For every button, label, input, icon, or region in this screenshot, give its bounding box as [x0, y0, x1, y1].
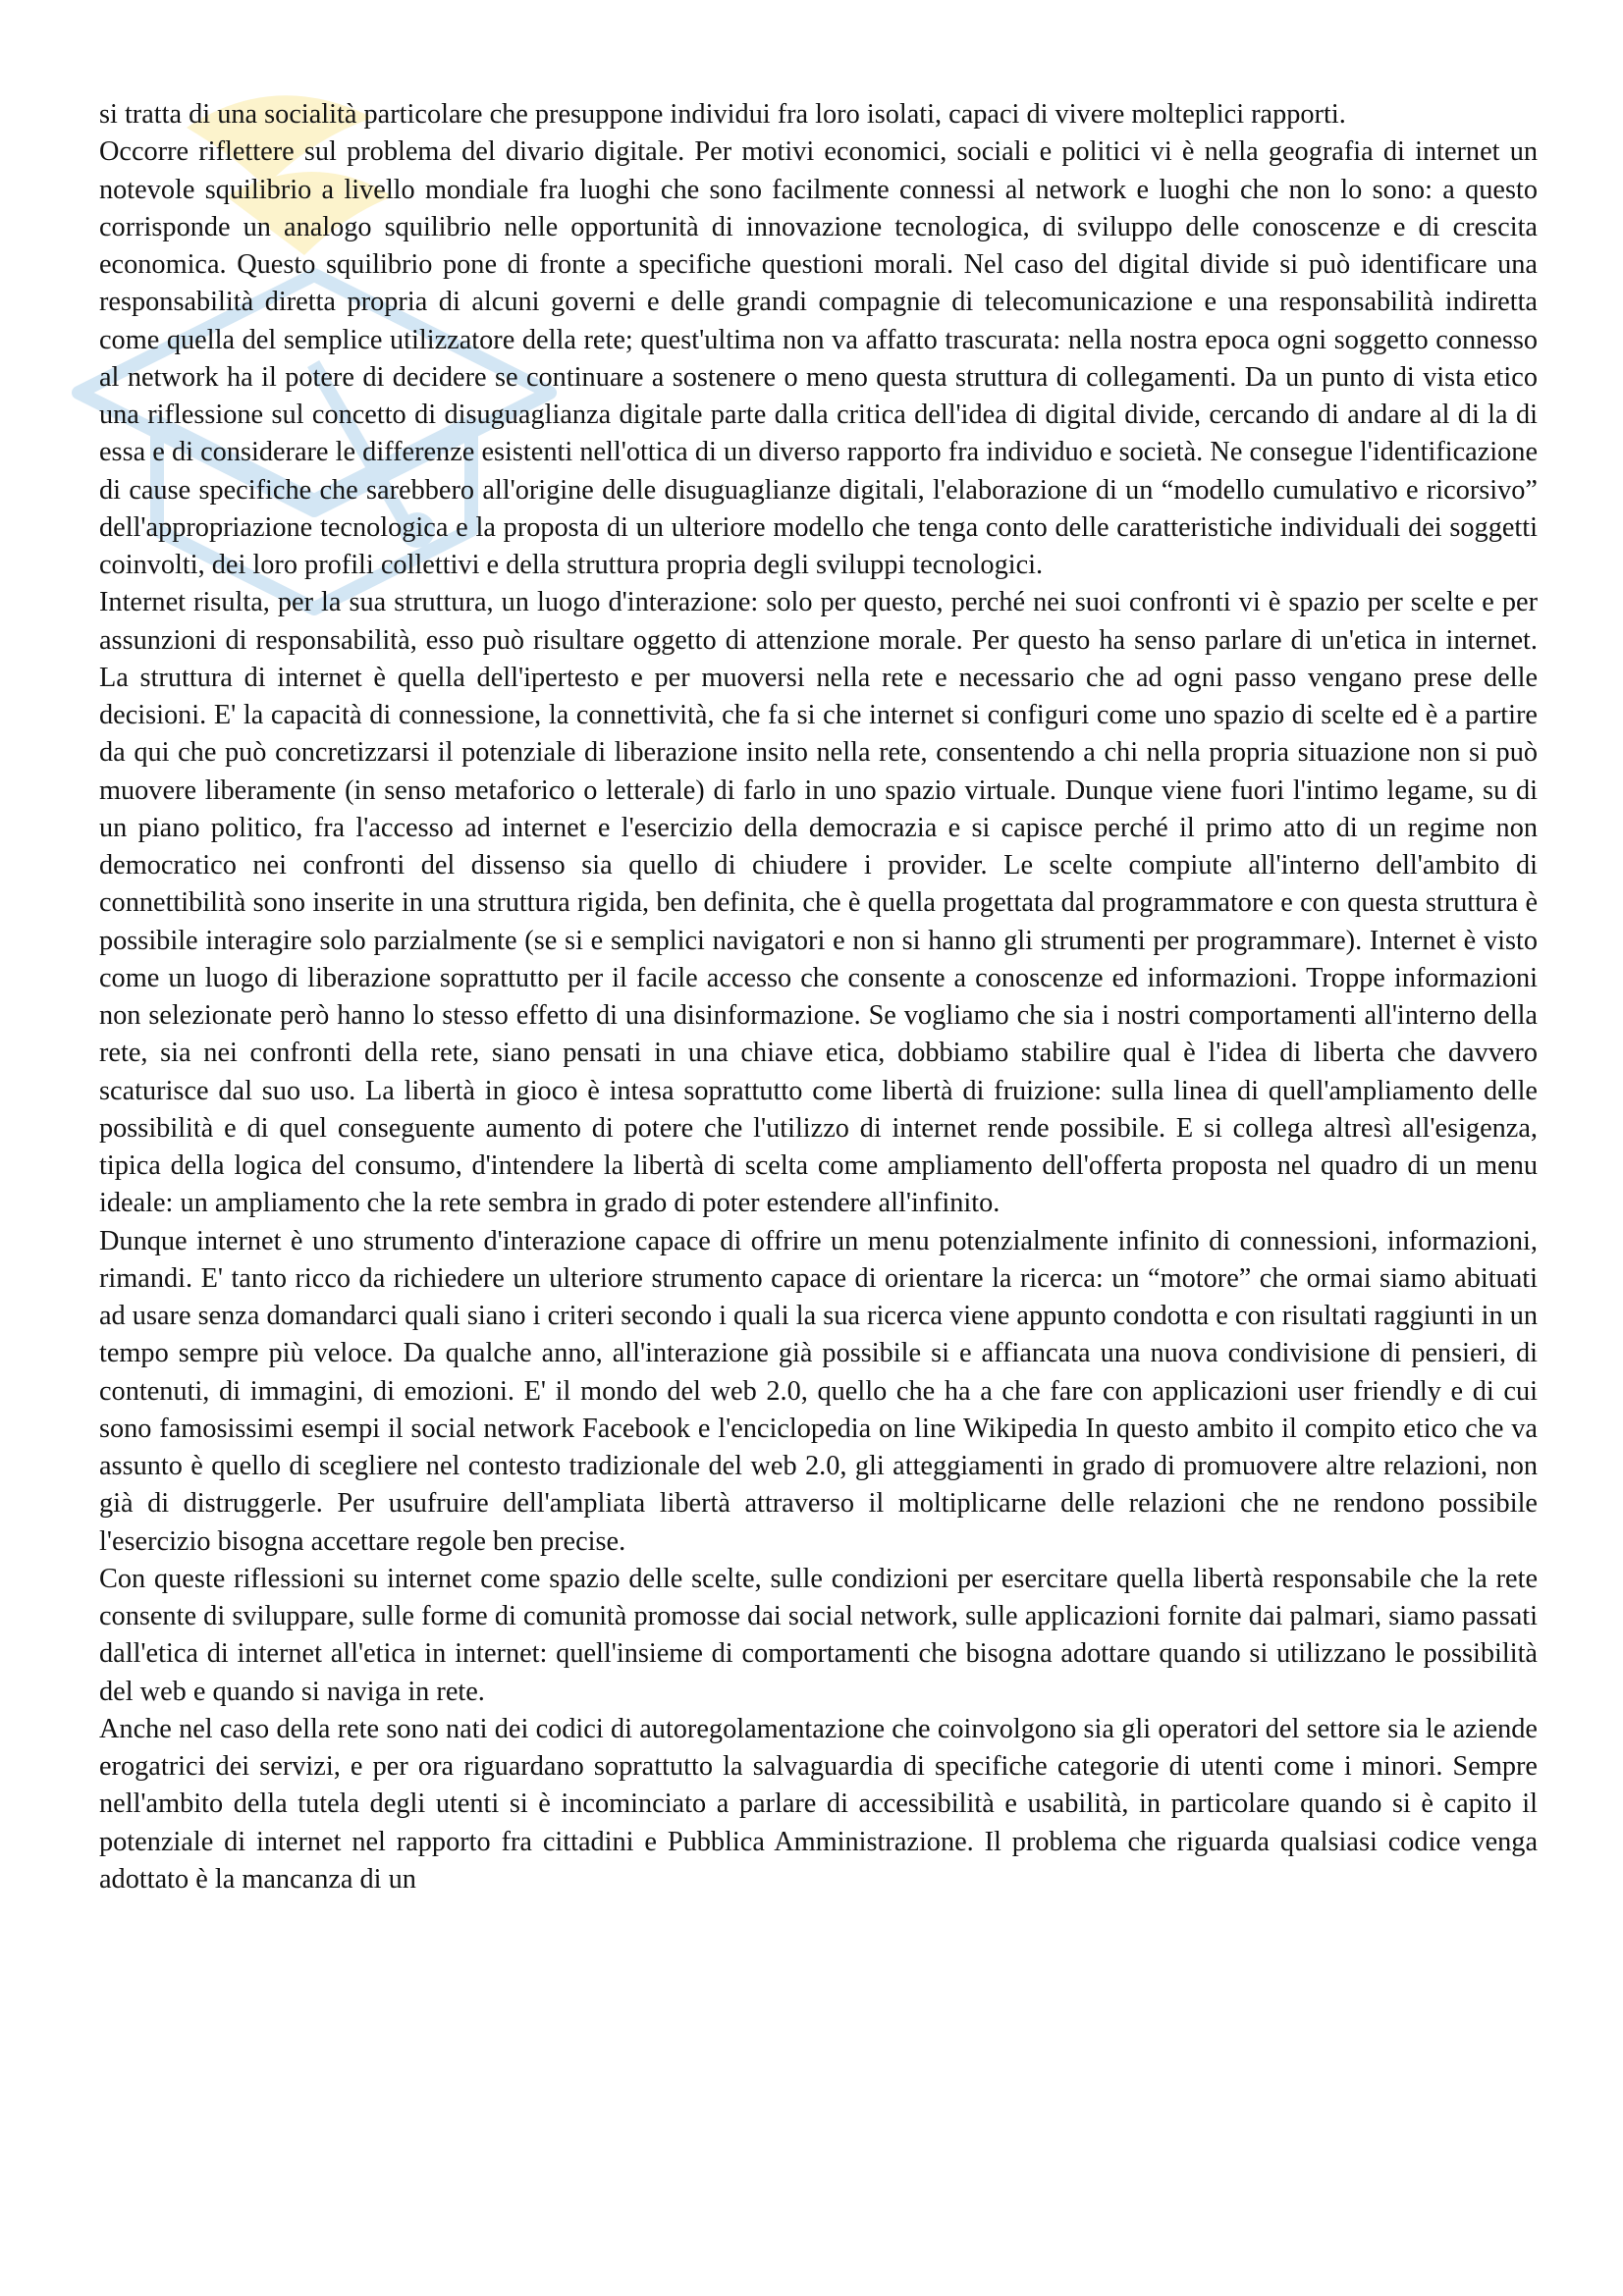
paragraph-socialita: si tratta di una socialità particolare che presuppone individui fra loro isolati, capaci di vivere molteplici rapporti.: [99, 99, 1346, 130]
paragraph-web-2-0: Dunque internet è uno strumento d'interazione capace di offrire un menu potenzialmente infinito di connessioni, informazioni, rimandi. E' tanto ricco da richiedere un ulteriore strumento capace di orientare la ricerca: un “motore” che ormai siamo abituati ad usare senza domandarci quali siano i criteri secondo i quali la sua ricerca viene appunto condotta e con risultati raggiunti in un tempo sempre più veloce. Da qualche anno, all'interazione già possibile si e affiancata una nuova condivisione di pensieri, di contenuti, di immagini, di emozioni. E' il mondo del web 2.0, quello che ha a che fare con applicazioni user friendly e di cui sono famosissimi esempi il social network Facebook e l'enciclopedia on line Wikipedia In questo ambito il compito etico che va assunto è quello di scegliere nel contesto tradizionale del web 2.0, gli atteggiamenti in grado di promuovere altre relazioni, non già di distruggerle. Per usufruire dell'ampliata libertà attraverso il moltiplicarne delle relazioni che ne rendono possibile l'esercizio bisogna accettare regole ben precise.: [99, 1225, 1538, 1557]
document-body: [99, 96, 1538, 1898]
paragraph-etica-in-internet: Con queste riflessioni su internet come spazio delle scelte, sulle condizioni per esercitare quella libertà responsabile che la rete consente di sviluppare, sulle forme di comunità promosse dai social network, sulle applicazioni fornite dai palmari, siamo passati dall'etica di internet all'etica in internet: quell'insieme di comportamenti che bisogna adottare quando si utilizzano le possibilità del web e quando si naviga in rete.: [99, 1563, 1538, 1707]
paragraph-codici-autoregolamentazione: Anche nel caso della rete sono nati dei codici di autoregolamentazione che coinvolgono sia gli operatori del settore sia le aziende erogatrici dei servizi, e per ora riguardano soprattutto la salvaguardia di specifiche categorie di utenti come i minori. Sempre nell'ambito della tutela degli utenti si è incominciato a parlare di accessibilità e usabilità, in particolare quando si è capito il potenziale di internet nel rapporto fra cittadini e Pubblica Amministrazione. Il problema che riguarda qualsiasi codice venga adottato è la mancanza di un: [99, 1713, 1538, 1895]
paragraph-internet-interazione: Internet risulta, per la sua struttura, un luogo d'interazione: solo per questo, perché nei suoi confronti vi è spazio per scelte e per assunzioni di responsabilità, esso può risultare oggetto di attenzione morale. Per questo ha senso parlare di un'etica in internet. La struttura di internet è quella dell'ipertesto e per muoversi nella rete e necessario che ad ogni passo vengano prese delle decisioni. E' la capacità di connessione, la connettività, che fa si che internet si configuri come uno spazio di scelte ed è a partire da qui che può concretizzarsi il potenziale di liberazione insito nella rete, consentendo a chi nella propria situazione non si può muovere liberamente (in senso metaforico o letterale) di farlo in uno spazio virtuale. Dunque viene fuori l'intimo legame, su di un piano politico, fra l'accesso ad internet e l'esercizio della democrazia e si capisce perché il primo atto di un regime non democratico nei confronti del dissenso sia quello di chiudere i provider. Le scelte compiute all'interno dell'ambito di connettibilità sono inserite in una struttura rigida, ben definita, che è quella progettata dal programmatore e con questa struttura è possibile interagire solo parzialmente (se si e semplici navigatori e non si hanno gli strumenti per programmare). Internet è visto come un luogo di liberazione soprattutto per il facile accesso che consente a conoscenze ed informazioni. Troppe informazioni non selezionate però hanno lo stesso effetto di una disinformazione. Se vogliamo che sia i nostri comportamenti all'interno della rete, sia nei confronti della rete, siano pensati in una chiave etica, dobbiamo stabilire qual è l'idea di liberta che davvero scaturisce dal suo uso. La libertà in gioco è intesa soprattutto come libertà di fruizione: sulla linea di quell'ampliamento delle possibilità e di quel conseguente aumento di potere che l'utilizzo di internet rende possibile. E si collega altresì all'esigenza, tipica della logica del consumo, d'intendere la libertà di scelta come ampliamento dell'offerta proposta nel quadro di un menu ideale: un ampliamento che la rete sembra in grado di poter estendere all'infinito.: [99, 587, 1538, 1219]
paragraph-divario-digitale: Occorre riflettere sul problema del divario digitale. Per motivi economici, sociali e politici vi è nella geografia di internet un notevole squilibrio a livello mondiale fra luoghi che sono facilmente connessi al network e luoghi che non lo sono: a questo corrisponde un analogo squilibrio nelle opportunità di innovazione tecnologica, di sviluppo delle conoscenze e di crescita economica. Questo squilibrio pone di fronte a specifiche questioni morali. Nel caso del digital divide si può identificare una responsabilità diretta propria di alcuni governi e delle grandi compagnie di telecomunicazione e una responsabilità indiretta come quella del semplice utilizzatore della rete; quest'ultima non va affatto trascurata: nella nostra epoca ogni soggetto connesso al network ha il potere di decidere se continuare a sostenere o meno questa struttura di collegamenti. Da un punto di vista etico una riflessione sul concetto di disuguaglianza digitale parte dalla critica dell'idea di digital divide, cercando di andare al di la di essa e di considerare le differenze esistenti nell'ottica di un diverso rapporto fra individuo e società. Ne consegue l'identificazione di cause specifiche che sarebbero all'origine delle disuguaglianze digitali, l'elaborazione di un “modello cumulativo e ricorsivo” dell'appropriazione tecnologica e la proposta di un ulteriore modello che tenga conto delle caratteristiche individuali dei soggetti coinvolti, dei loro profili collettivi e della struttura propria degli sviluppi tecnologici.: [99, 136, 1538, 580]
